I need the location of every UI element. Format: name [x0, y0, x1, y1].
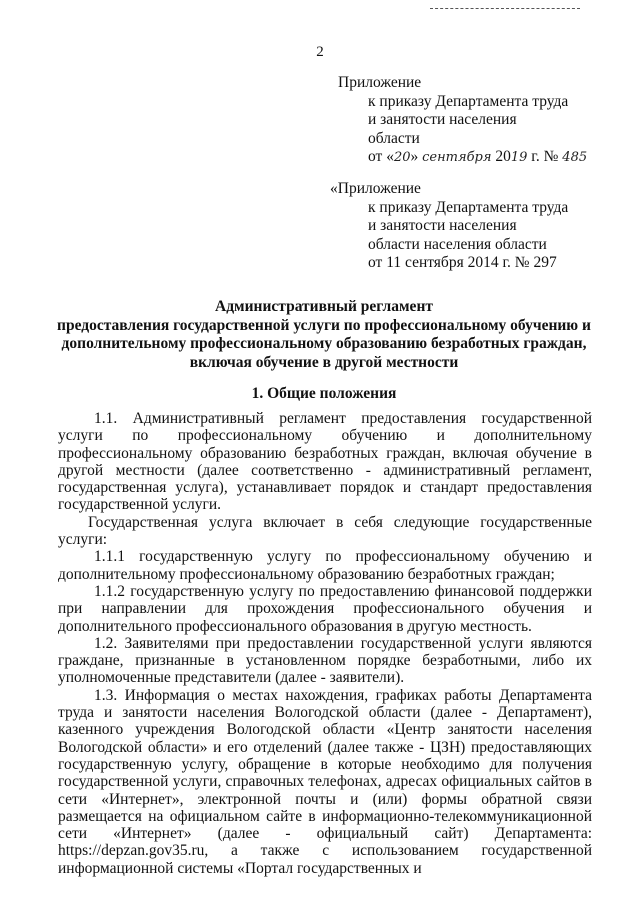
appendix-old-block [330, 180, 568, 273]
title-line1: Административный регламент [215, 298, 433, 315]
appendix-new-line3: и занятости населения [368, 111, 517, 128]
appendix-old-line2: к приказу Департамента труда [368, 198, 569, 216]
date-prefix: от « [368, 148, 394, 165]
appendix-old-line5: от 11 сентября 2014 г. № 297 [368, 254, 557, 271]
header-rule [430, 8, 580, 10]
appendix-new-block [338, 74, 587, 168]
paragraph-1-1-2: 1.1.2 государственную услугу по предоставлению финансовой поддержки при направлении для прохождения профессионального обучения и дополнительного профессионального образования в другую местность. [58, 582, 592, 635]
appendix-new-line2: к приказу Департамента труда [368, 92, 569, 110]
paragraph-1-2: 1.2. Заявителями при предоставлении государственной услуги являются граждане, признанные в установленном порядке безработными, либо их уполномоченные представители (далее - заявители). [58, 634, 592, 687]
title-line3: дополнительному профессиональному образованию безработных граждан, [61, 335, 587, 352]
handwritten-year: 19 [510, 150, 528, 165]
handwritten-number: 485 [562, 150, 588, 165]
title-line4: включая обучение в другой местности [189, 353, 459, 371]
title-line2: предоставления государственной услуги по профессиональному обучению и [57, 316, 591, 334]
paragraph-services-list: Государственная услуга включает в себя следующие государственные услуги: [58, 513, 592, 549]
date-mid: » [410, 148, 423, 165]
handwritten-day: 20 [393, 150, 411, 165]
paragraph-1-1-1: 1.1.1 государственную услугу по профессиональному обучению и дополнительному профессиональному образованию безработных граждан; [58, 548, 592, 583]
regulation-title [40, 298, 608, 372]
appendix-old-line4: области населения области [368, 235, 547, 253]
appendix-new-line1: Приложение [338, 74, 422, 91]
paragraph-1-1: 1.1. Административный регламент предоставления государственной услуги по профессиональному обучению и дополнительному профессиональному образованию безработных граждан, включая обучение в другой местности (далее соответственно - административный регламент, государственная услуга), устанавливает порядок и стандарт предоставления государственной услуги. [58, 410, 592, 514]
appendix-old-line3: и занятости населения [368, 217, 517, 234]
section-heading: 1. Общие положения [251, 385, 397, 402]
page-number: 2 [316, 44, 324, 60]
appendix-old-line1: «Приложение [330, 180, 421, 197]
appendix-new-line4: области [368, 129, 420, 147]
paragraph-1-3: 1.3. Информация о местах нахождения, графиках работы Департамента труда и занятости населения Вологодской области (далее - Департамент), казенного учреждения Вологодской области «Центр занятости населения Вологодской области» и его отделений (далее также - ЦЗН) предоставляющих государственную услугу, обращение в которые необходимо для получения государственной услуги, справочных телефонах, адресах официальных сайтов в сети «Интернет», электронной почты и (или) формы обратной связи размещается на официальном сайте в информационно-телекоммуникационной сети «Интернет» (далее - официальный сайт) Департамента: https://depzan.gov35.ru, а также с использованием государственной информационной системы «Портал государственных и [58, 686, 592, 877]
date-year-end: г. № [527, 148, 563, 165]
handwritten-month: сентября [422, 150, 492, 165]
document-body [58, 410, 592, 877]
date-year-start: 20 [491, 148, 511, 165]
appendix-new-date [338, 148, 587, 168]
